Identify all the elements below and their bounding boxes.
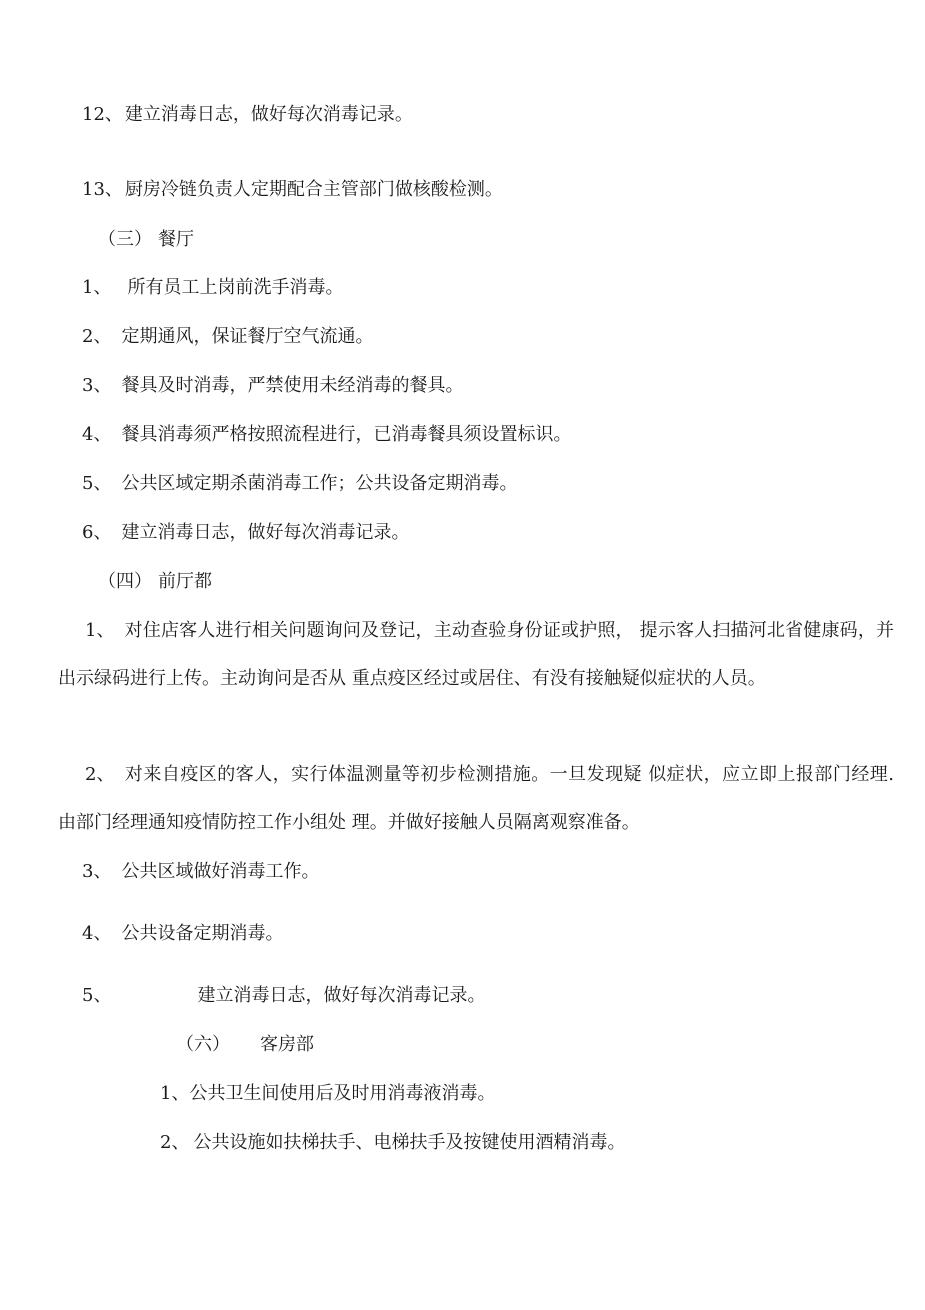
list-item <box>82 984 485 1008</box>
item-text: 公共设施如扶梯扶手、电梯扶手及按键使用酒精消毒。 <box>193 1132 626 1153</box>
item-number: 5、 <box>82 473 112 494</box>
item-number: 2、 <box>82 326 112 347</box>
item-number: 12、 <box>82 104 123 125</box>
item-number: 13、 <box>82 179 123 200</box>
item-number: 3、 <box>82 375 112 396</box>
item-text: 餐具及时消毒，严禁使用未经消毒的餐具。 <box>121 375 464 396</box>
item-number: 2、 <box>160 1132 190 1153</box>
item-number: 4、 <box>82 424 112 445</box>
item-text: 公共卫生间使用后及时用消毒液消毒。 <box>189 1083 496 1104</box>
paragraph-item <box>58 607 894 703</box>
section-number: （六） <box>176 1034 230 1055</box>
item-text: 对住店客人进行相关问题询问及登记，主动查验身份证或护照， 提示客人扫描河北省健康码，并出示绿码进行上传。主动询问是否从 重点疫区经过或居住、有没有接触疑似症状的人员。 <box>58 620 894 689</box>
list-item <box>82 374 463 398</box>
item-number: 3、 <box>82 861 112 882</box>
item-text: 公共区域做好消毒工作。 <box>121 861 320 882</box>
item-text: 公共设备定期消毒。 <box>121 923 284 944</box>
list-item <box>82 103 413 127</box>
item-number: 1、 <box>85 620 115 641</box>
item-text: 对来自疫区的客人，实行体温测量等初步检测措施。一旦发现疑 似症状，应立即上报部门经理. 由部门经理通知疫情防控工作小组处 理。并做好接触人员隔离观察准备。 <box>58 764 894 833</box>
list-item <box>82 178 503 202</box>
section-title: 餐厅 <box>158 229 194 250</box>
list-item <box>160 1131 625 1155</box>
section-heading <box>176 1033 314 1057</box>
item-text: 餐具消毒须严格按照流程进行，已消毒餐具须设置标识。 <box>121 424 572 445</box>
item-number: 2、 <box>85 764 115 785</box>
list-item <box>82 922 283 946</box>
section-number: （三） <box>98 229 152 250</box>
list-item <box>160 1082 495 1106</box>
section-heading <box>98 228 194 252</box>
item-number: 5、 <box>82 985 112 1006</box>
list-item <box>82 276 343 300</box>
item-text: 公共区域定期杀菌消毒工作；公共设备定期消毒。 <box>121 473 518 494</box>
item-number: 4、 <box>82 923 112 944</box>
section-number: （四） <box>98 571 152 592</box>
list-item <box>82 472 517 496</box>
item-number: 1、 <box>82 277 112 298</box>
section-title: 客房部 <box>260 1034 314 1055</box>
section-title: 前厅都 <box>158 571 212 592</box>
item-number: 1、 <box>160 1083 190 1104</box>
item-text: 建立消毒日志，做好每次消毒记录。 <box>121 522 410 543</box>
item-text: 建立消毒日志，做好每次消毒记录。 <box>197 985 486 1006</box>
item-text: 厨房冷链负责人定期配合主管部门做核酸检测。 <box>124 179 503 200</box>
list-item <box>82 521 409 545</box>
item-text: 所有员工上岗前洗手消毒。 <box>127 277 344 298</box>
paragraph-item <box>58 751 894 847</box>
item-number: 6、 <box>82 522 112 543</box>
list-item <box>82 860 319 884</box>
item-text: 定期通风，保证餐厅空气流通。 <box>121 326 374 347</box>
list-item <box>82 423 571 447</box>
item-text: 建立消毒日志，做好每次消毒记录。 <box>124 104 413 125</box>
section-heading <box>98 570 212 594</box>
list-item <box>82 325 373 349</box>
